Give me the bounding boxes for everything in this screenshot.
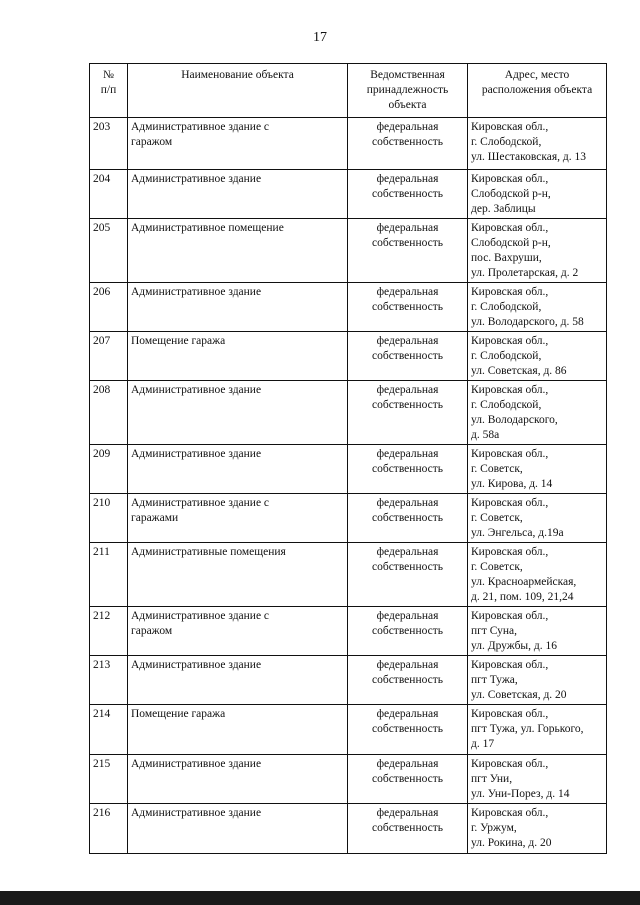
header-label-line: п/п: [100, 84, 117, 96]
address-line: Кировская обл.,: [471, 708, 549, 720]
table-row: [90, 656, 607, 705]
row-number: 213: [90, 656, 128, 705]
ownership-cell: [348, 804, 468, 854]
ownership-line: федеральная: [376, 384, 439, 396]
row-number: 209: [90, 445, 128, 494]
object-name-cell: [128, 755, 348, 804]
address-cell: [468, 804, 607, 854]
ownership-cell: [348, 118, 468, 170]
row-number: 208: [90, 381, 128, 445]
address-line: пгт Тужа, ул. Горького,: [471, 723, 584, 735]
header-label-line: объекта: [388, 99, 427, 111]
row-number: 210: [90, 494, 128, 543]
row-number: 211: [90, 543, 128, 607]
ownership-cell: [348, 170, 468, 219]
object-name-cell: [128, 543, 348, 607]
address-line: ул. Дружбы, д. 16: [471, 640, 557, 652]
ownership-line: собственность: [371, 350, 444, 362]
address-line: пгт Тужа,: [471, 674, 518, 686]
object-name-line: Административное помещение: [131, 222, 284, 234]
address-line: дер. Заблицы: [471, 203, 536, 215]
address-line: Кировская обл.,: [471, 121, 549, 133]
row-number: 204: [90, 170, 128, 219]
address-line: Кировская обл.,: [471, 659, 549, 671]
address-line: д. 21, пом. 109, 21,24: [471, 591, 574, 603]
table-row: [90, 494, 607, 543]
object-name-line: Помещение гаража: [131, 708, 226, 720]
address-line: г. Слободской,: [471, 399, 542, 411]
address-cell: [468, 607, 607, 656]
address-line: г. Уржум,: [471, 822, 517, 834]
row-number: 207: [90, 332, 128, 381]
address-line: г. Советск,: [471, 463, 523, 475]
header-label-line: Наименование объекта: [181, 69, 294, 81]
object-name-line: гаражами: [131, 512, 179, 524]
ownership-cell: [348, 283, 468, 332]
object-name-line: Административное здание: [131, 448, 262, 460]
object-name-cell: [128, 170, 348, 219]
object-name-line: Административное здание: [131, 286, 262, 298]
address-line: ул. Красноармейская,: [471, 576, 577, 588]
property-registry-table: [89, 63, 607, 854]
address-line: Кировская обл.,: [471, 610, 549, 622]
address-cell: [468, 656, 607, 705]
object-name-line: гаражом: [131, 136, 173, 148]
address-line: Кировская обл.,: [471, 335, 549, 347]
ownership-line: федеральная: [376, 286, 439, 298]
ownership-line: собственность: [371, 561, 444, 573]
ownership-line: федеральная: [376, 659, 439, 671]
address-line: г. Слободской,: [471, 350, 542, 362]
ownership-line: собственность: [371, 399, 444, 411]
address-cell: [468, 170, 607, 219]
ownership-line: федеральная: [376, 708, 439, 720]
ownership-line: собственность: [371, 723, 444, 735]
address-line: ул. Энгельса, д.19а: [471, 527, 564, 539]
object-name-cell: [128, 118, 348, 170]
table-row: [90, 705, 607, 755]
row-number: 203: [90, 118, 128, 170]
ownership-cell: [348, 332, 468, 381]
address-line: ул. Володарского, д. 58: [471, 316, 584, 328]
address-cell: [468, 118, 607, 170]
ownership-line: собственность: [371, 136, 444, 148]
object-name-line: Административное здание: [131, 807, 262, 819]
address-cell: [468, 381, 607, 445]
address-line: Кировская обл.,: [471, 497, 549, 509]
ownership-line: федеральная: [376, 758, 439, 770]
address-line: Кировская обл.,: [471, 758, 549, 770]
address-cell: [468, 283, 607, 332]
address-line: г. Советск,: [471, 561, 523, 573]
address-line: д. 58а: [471, 429, 500, 441]
row-number: 216: [90, 804, 128, 854]
object-name-cell: [128, 656, 348, 705]
address-line: Кировская обл.,: [471, 448, 549, 460]
ownership-cell: [348, 705, 468, 755]
object-name-cell: [128, 494, 348, 543]
ownership-line: собственность: [371, 237, 444, 249]
row-number: 214: [90, 705, 128, 755]
ownership-line: собственность: [371, 301, 444, 313]
row-number: 205: [90, 219, 128, 283]
header-label-line: принадлежность: [366, 84, 449, 96]
object-name-line: Помещение гаража: [131, 335, 226, 347]
address-cell: [468, 543, 607, 607]
table-body: [90, 118, 607, 854]
header-number: [90, 64, 128, 118]
address-cell: [468, 755, 607, 804]
ownership-cell: [348, 607, 468, 656]
address-line: г. Советск,: [471, 512, 523, 524]
ownership-cell: [348, 656, 468, 705]
ownership-line: собственность: [371, 625, 444, 637]
header-label-line: расположения объекта: [481, 84, 593, 96]
table-row: [90, 219, 607, 283]
object-name-cell: [128, 445, 348, 494]
ownership-cell: [348, 445, 468, 494]
address-line: г. Слободской,: [471, 136, 542, 148]
table-row: [90, 118, 607, 170]
ownership-cell: [348, 219, 468, 283]
address-line: Кировская обл.,: [471, 384, 549, 396]
ownership-line: федеральная: [376, 335, 439, 347]
object-name-cell: [128, 705, 348, 755]
ownership-line: федеральная: [376, 497, 439, 509]
object-name-line: Административное здание: [131, 173, 262, 185]
address-line: Слободской р-н,: [471, 237, 551, 249]
ownership-line: федеральная: [376, 173, 439, 185]
ownership-line: федеральная: [376, 222, 439, 234]
ownership-line: собственность: [371, 822, 444, 834]
object-name-line: гаражом: [131, 625, 173, 637]
header-label-line: Ведомственная: [370, 69, 445, 81]
object-name-line: Административное здание с: [131, 121, 270, 133]
address-line: пгт Уни,: [471, 773, 513, 785]
address-line: Кировская обл.,: [471, 286, 549, 298]
ownership-line: собственность: [371, 188, 444, 200]
object-name-line: Административное здание с: [131, 610, 270, 622]
ownership-cell: [348, 543, 468, 607]
table-row: [90, 804, 607, 854]
object-name-line: Административное здание: [131, 659, 262, 671]
ownership-cell: [348, 494, 468, 543]
address-line: ул. Советская, д. 20: [471, 689, 567, 701]
object-name-line: Административное здание: [131, 758, 262, 770]
table-row: [90, 332, 607, 381]
address-line: Кировская обл.,: [471, 807, 549, 819]
object-name-cell: [128, 607, 348, 656]
table-row: [90, 381, 607, 445]
ownership-line: собственность: [371, 674, 444, 686]
address-line: Кировская обл.,: [471, 173, 549, 185]
address-line: д. 17: [471, 738, 495, 750]
ownership-line: собственность: [371, 773, 444, 785]
row-number: 215: [90, 755, 128, 804]
address-line: г. Слободской,: [471, 301, 542, 313]
table-header-row: [90, 64, 607, 118]
address-cell: [468, 705, 607, 755]
address-line: ул. Кирова, д. 14: [471, 478, 553, 490]
object-name-cell: [128, 219, 348, 283]
ownership-line: федеральная: [376, 546, 439, 558]
table-row: [90, 755, 607, 804]
page-number: 17: [313, 30, 327, 45]
table-row: [90, 170, 607, 219]
table-row: [90, 607, 607, 656]
address-cell: [468, 494, 607, 543]
ownership-line: федеральная: [376, 807, 439, 819]
scan-bottom-edge: [0, 891, 640, 905]
header-label-line: Адрес, место: [504, 69, 570, 81]
object-name-line: Административное здание с: [131, 497, 270, 509]
address-line: ул. Уни-Порез, д. 14: [471, 788, 570, 800]
header-label-line: №: [103, 69, 114, 81]
object-name-cell: [128, 332, 348, 381]
address-line: пгт Суна,: [471, 625, 518, 637]
object-name-cell: [128, 283, 348, 332]
ownership-line: собственность: [371, 512, 444, 524]
table-row: [90, 283, 607, 332]
ownership-line: собственность: [371, 463, 444, 475]
header-ownership: [348, 64, 468, 118]
address-cell: [468, 445, 607, 494]
address-line: Слободской р-н,: [471, 188, 551, 200]
row-number: 206: [90, 283, 128, 332]
object-name-line: Административные помещения: [131, 546, 286, 558]
object-name-cell: [128, 804, 348, 854]
address-line: пос. Вахруши,: [471, 252, 542, 264]
row-number: 212: [90, 607, 128, 656]
address-cell: [468, 219, 607, 283]
object-name-cell: [128, 381, 348, 445]
address-line: ул. Рокина, д. 20: [471, 837, 552, 849]
table-row: [90, 543, 607, 607]
ownership-line: федеральная: [376, 448, 439, 460]
ownership-line: федеральная: [376, 121, 439, 133]
address-line: ул. Пролетарская, д. 2: [471, 267, 579, 279]
ownership-cell: [348, 755, 468, 804]
table-row: [90, 445, 607, 494]
address-line: ул. Советская, д. 86: [471, 365, 567, 377]
ownership-line: федеральная: [376, 610, 439, 622]
object-name-line: Административное здание: [131, 384, 262, 396]
address-cell: [468, 332, 607, 381]
header-address: [468, 64, 607, 118]
header-object-name: [128, 64, 348, 118]
address-line: Кировская обл.,: [471, 546, 549, 558]
ownership-cell: [348, 381, 468, 445]
address-line: Кировская обл.,: [471, 222, 549, 234]
address-line: ул. Шестаковская, д. 13: [471, 151, 586, 163]
address-line: ул. Володарского,: [471, 414, 558, 426]
